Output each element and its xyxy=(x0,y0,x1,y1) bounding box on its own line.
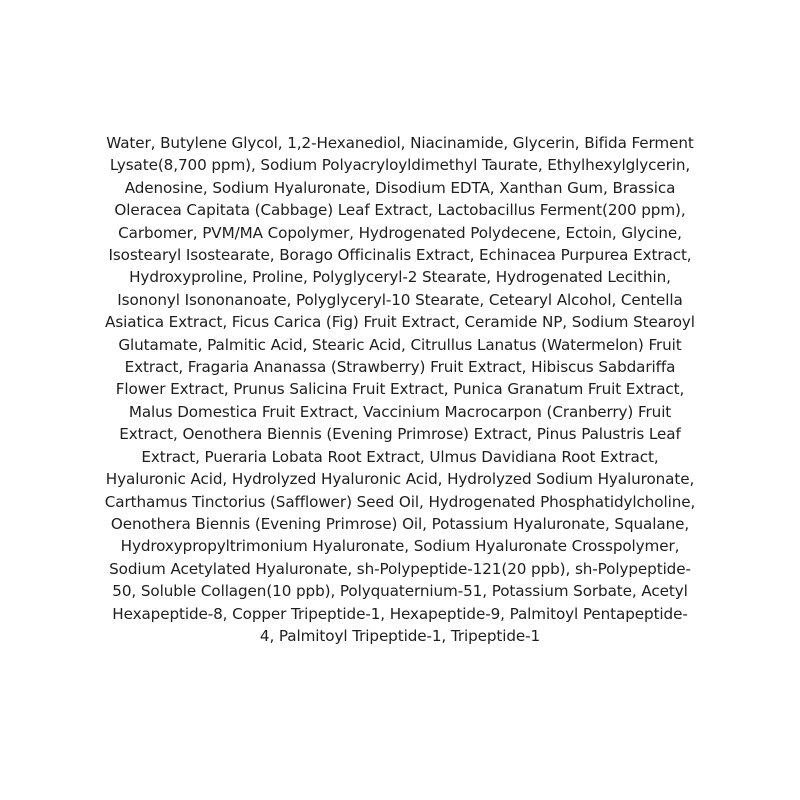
ingredients-line: Sodium Acetylated Hyaluronate, sh-Polypeptide-121(20 ppb), sh-Polypeptide- xyxy=(109,559,691,578)
ingredients-line: Oenothera Biennis (Evening Primrose) Oil, Potassium Hyaluronate, Squalane, xyxy=(110,514,690,533)
ingredients-line: Hyaluronic Acid, Hydrolyzed Hyaluronic Acid, Hydrolyzed Sodium Hyaluronate, xyxy=(105,470,695,489)
ingredients-line: Lysate(8,700 ppm), Sodium Polyacryloyldimethyl Taurate, Ethylhexylglycerin, xyxy=(109,156,691,175)
ingredients-list xyxy=(40,132,760,647)
ingredients-line: Extract, Oenothera Biennis (Evening Primrose) Extract, Pinus Palustris Leaf xyxy=(119,425,681,444)
ingredients-line: Hydroxyproline, Proline, Polyglyceryl-2 Stearate, Hydrogenated Lecithin, xyxy=(129,268,671,287)
ingredients-line: Adenosine, Sodium Hyaluronate, Disodium EDTA, Xanthan Gum, Brassica xyxy=(124,178,676,197)
ingredients-line: Flower Extract, Prunus Salicina Fruit Extract, Punica Granatum Fruit Extract, xyxy=(115,380,685,399)
ingredients-line: Hydroxypropyltrimonium Hyaluronate, Sodium Hyaluronate Crosspolymer, xyxy=(120,537,680,556)
ingredients-line: Asiatica Extract, Ficus Carica (Fig) Fruit Extract, Ceramide NP, Sodium Stearoyl xyxy=(105,313,695,332)
ingredients-line: Water, Butylene Glycol, 1,2-Hexanediol, Niacinamide, Glycerin, Bifida Ferment xyxy=(106,134,694,152)
ingredients-line: Malus Domestica Fruit Extract, Vaccinium Macrocarpon (Cranberry) Fruit xyxy=(128,402,672,421)
ingredients-line: Extract, Pueraria Lobata Root Extract, Ulmus Davidiana Root Extract, xyxy=(141,447,659,466)
ingredients-line: 4, Palmitoyl Tripeptide-1, Tripeptide-1 xyxy=(259,626,541,645)
ingredients-line: Oleracea Capitata (Cabbage) Leaf Extract, Lactobacillus Ferment(200 ppm), xyxy=(114,201,686,220)
ingredients-line: Isononyl Isononanoate, Polyglyceryl-10 Stearate, Cetearyl Alcohol, Centella xyxy=(117,290,683,309)
ingredients-line: Carbomer, PVM/MA Copolymer, Hydrogenated Polydecene, Ectoin, Glycine, xyxy=(118,223,682,242)
ingredients-line: Carthamus Tinctorius (Safflower) Seed Oil, Hydrogenated Phosphatidylcholine, xyxy=(104,492,696,511)
ingredients-line: Hexapeptide-8, Copper Tripeptide-1, Hexapeptide-9, Palmitoyl Pentapeptide- xyxy=(112,604,688,623)
ingredients-line: 50, Soluble Collagen(10 ppb), Polyquaternium-51, Potassium Sorbate, Acetyl xyxy=(112,582,688,601)
ingredients-line: Isostearyl Isostearate, Borago Officinalis Extract, Echinacea Purpurea Extract, xyxy=(108,246,692,265)
ingredients-line: Extract, Fragaria Ananassa (Strawberry) Fruit Extract, Hibiscus Sabdariffa xyxy=(124,358,676,377)
ingredients-line: Glutamate, Palmitic Acid, Stearic Acid, Citrullus Lanatus (Watermelon) Fruit xyxy=(118,335,682,354)
